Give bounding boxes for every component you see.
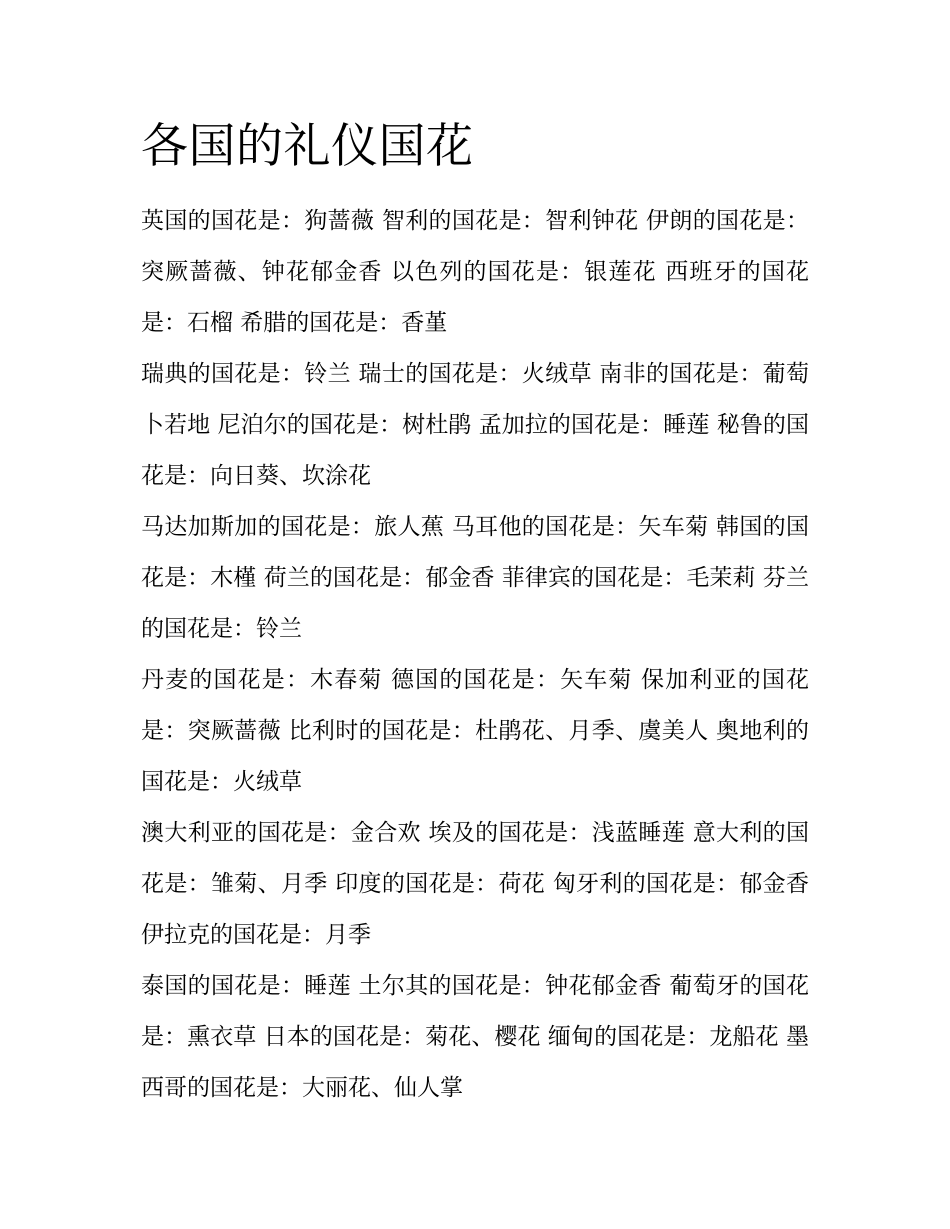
paragraph: 马达加斯加的国花是：旅人蕉 马耳他的国花是：矢车菊 韩国的国花是：木槿 荷兰的国花是：郁金香 菲律宾的国花是：毛茉莉 芬兰的国花是：铃兰 (141, 514, 809, 642)
paragraph: 英国的国花是：狗蔷薇 智利的国花是：智利钟花 伊朗的国花是：突厥蔷薇、钟花郁金香 以色列的国花是：银莲花 西班牙的国花是：石榴 希腊的国花是：香堇 (141, 208, 809, 336)
paragraph-list (141, 196, 809, 1114)
paragraph: 丹麦的国花是：木春菊 德国的国花是：矢车菊 保加利亚的国花是：突厥蔷薇 比利时的国花是：杜鹃花、月季、虞美人 奥地利的国花是：火绒草 (141, 667, 809, 795)
paragraph: 瑞典的国花是：铃兰 瑞士的国花是：火绒草 南非的国花是：葡萄卜若地 尼泊尔的国花是：树杜鹃 孟加拉的国花是：睡莲 秘鲁的国花是：向日葵、坎涂花 (141, 361, 809, 489)
paragraph: 澳大利亚的国花是：金合欢 埃及的国花是：浅蓝睡莲 意大利的国花是：雏菊、月季 印度的国花是：荷花 匈牙利的国花是：郁金香 伊拉克的国花是：月季 (141, 820, 809, 948)
document-title: 各国的礼仪国花 (141, 119, 474, 174)
paragraph: 泰国的国花是：睡莲 土尔其的国花是：钟花郁金香 葡萄牙的国花是：熏衣草 日本的国花是：菊花、樱花 缅甸的国花是：龙船花 墨西哥的国花是：大丽花、仙人掌 (141, 973, 809, 1101)
document-body (141, 112, 809, 1114)
